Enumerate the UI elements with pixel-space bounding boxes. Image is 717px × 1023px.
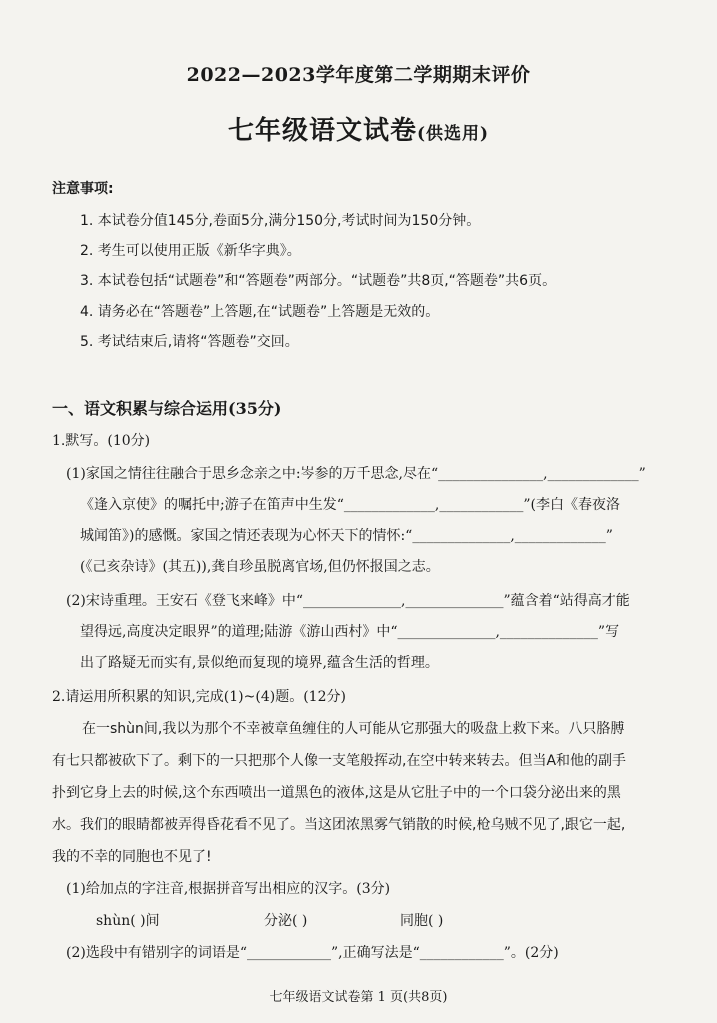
note-item-1: 1. 本试卷分值145分,卷面5分,满分150分,考试时间为150分钟。	[80, 213, 481, 229]
q1-line-6: 望得远,高度决定眼界”的道理;陆游《游山西村》中“______________,______________”写	[80, 624, 620, 640]
pinyin-blank-3[interactable]: 同胞( )	[400, 913, 444, 929]
note-item-4: 4. 请务必在“答题卷”上答题,在“试题卷”上答题是无效的。	[80, 304, 440, 320]
exam-title-suffix: (供选用)	[416, 124, 490, 144]
section-heading: 一、语文积累与综合运用(35分)	[52, 399, 282, 418]
question-2-title: 2.请运用所积累的知识,完成(1)~(4)题。(12分)	[52, 689, 346, 705]
q1-line-3: 城闻笛》)的感慨。家国之情还表现为心怀天下的情怀:“______________,_____________”	[80, 528, 613, 544]
q2-sub1: (1)给加点的字注音,根据拼音写出相应的汉字。(3分)	[66, 881, 391, 897]
passage-line-2: 有七只都被砍下了。剩下的一只把那个人像一支笔般挥动,在空中转来转去。但当A和他的副手	[52, 753, 627, 769]
notes-heading: 注意事项:	[52, 181, 114, 197]
passage-line-4: 水。我们的眼睛都被弄得昏花看不见了。当这团浓黑雾气销散的时候,枪乌贼不见了,跟它一起,	[52, 817, 626, 833]
term-heading: 2022—2023学年度第二学期期末评价	[186, 64, 531, 86]
note-item-3: 3. 本试卷包括“试题卷”和“答题卷”两部分。“试题卷”共8页,“答题卷”共6页。	[80, 273, 557, 289]
note-item-2: 2. 考生可以使用正版《新华字典》。	[80, 243, 301, 259]
exam-title-main: 七年级语文试卷	[227, 116, 417, 146]
passage-line-5: 我的不幸的同胞也不见了!	[52, 849, 212, 865]
q1-line-5: (2)宋诗重理。王安石《登飞来峰》中“______________,______________”蕴含着“站得高才能	[66, 593, 630, 609]
q2-sub2: (2)选段中有错别字的词语是“____________”,正确写法是“____________”。(2分)	[66, 945, 559, 961]
pinyin-blank-1[interactable]: shùn( )间	[96, 913, 160, 929]
exam-title	[0, 110, 717, 147]
pinyin-blank-2[interactable]: 分泌( )	[264, 913, 308, 929]
passage-line-1: 在一shùn间,我以为那个不幸被章鱼缠住的人可能从它那强大的吸盘上救下来。八只胳膊	[82, 721, 625, 737]
q1-line-1: (1)家国之情往往融合于思乡念亲之中:岑参的万千思念,尽在“_______________,_____________”	[66, 466, 646, 482]
page-footer: 七年级语文试卷第 1 页(共8页)	[269, 990, 448, 1005]
q1-line-2: 《逢入京使》的嘱托中;游子在笛声中生发“_____________,____________”(李白《春夜洛	[80, 497, 620, 513]
q1-line-4: (《己亥杂诗》(其五)),龚自珍虽脱离官场,但仍怀报国之志。	[80, 559, 440, 575]
question-1-title: 1.默写。(10分)	[52, 433, 151, 449]
note-item-5: 5. 考试结束后,请将“答题卷”交回。	[80, 334, 299, 350]
q1-line-7: 出了路疑无而实有,景似绝而复现的境界,蕴含生活的哲理。	[80, 655, 439, 671]
passage-line-3: 扑到它身上去的时候,这个东西喷出一道黑色的液体,这是从它肚子中的一个口袋分泌出来的黑	[52, 785, 621, 801]
